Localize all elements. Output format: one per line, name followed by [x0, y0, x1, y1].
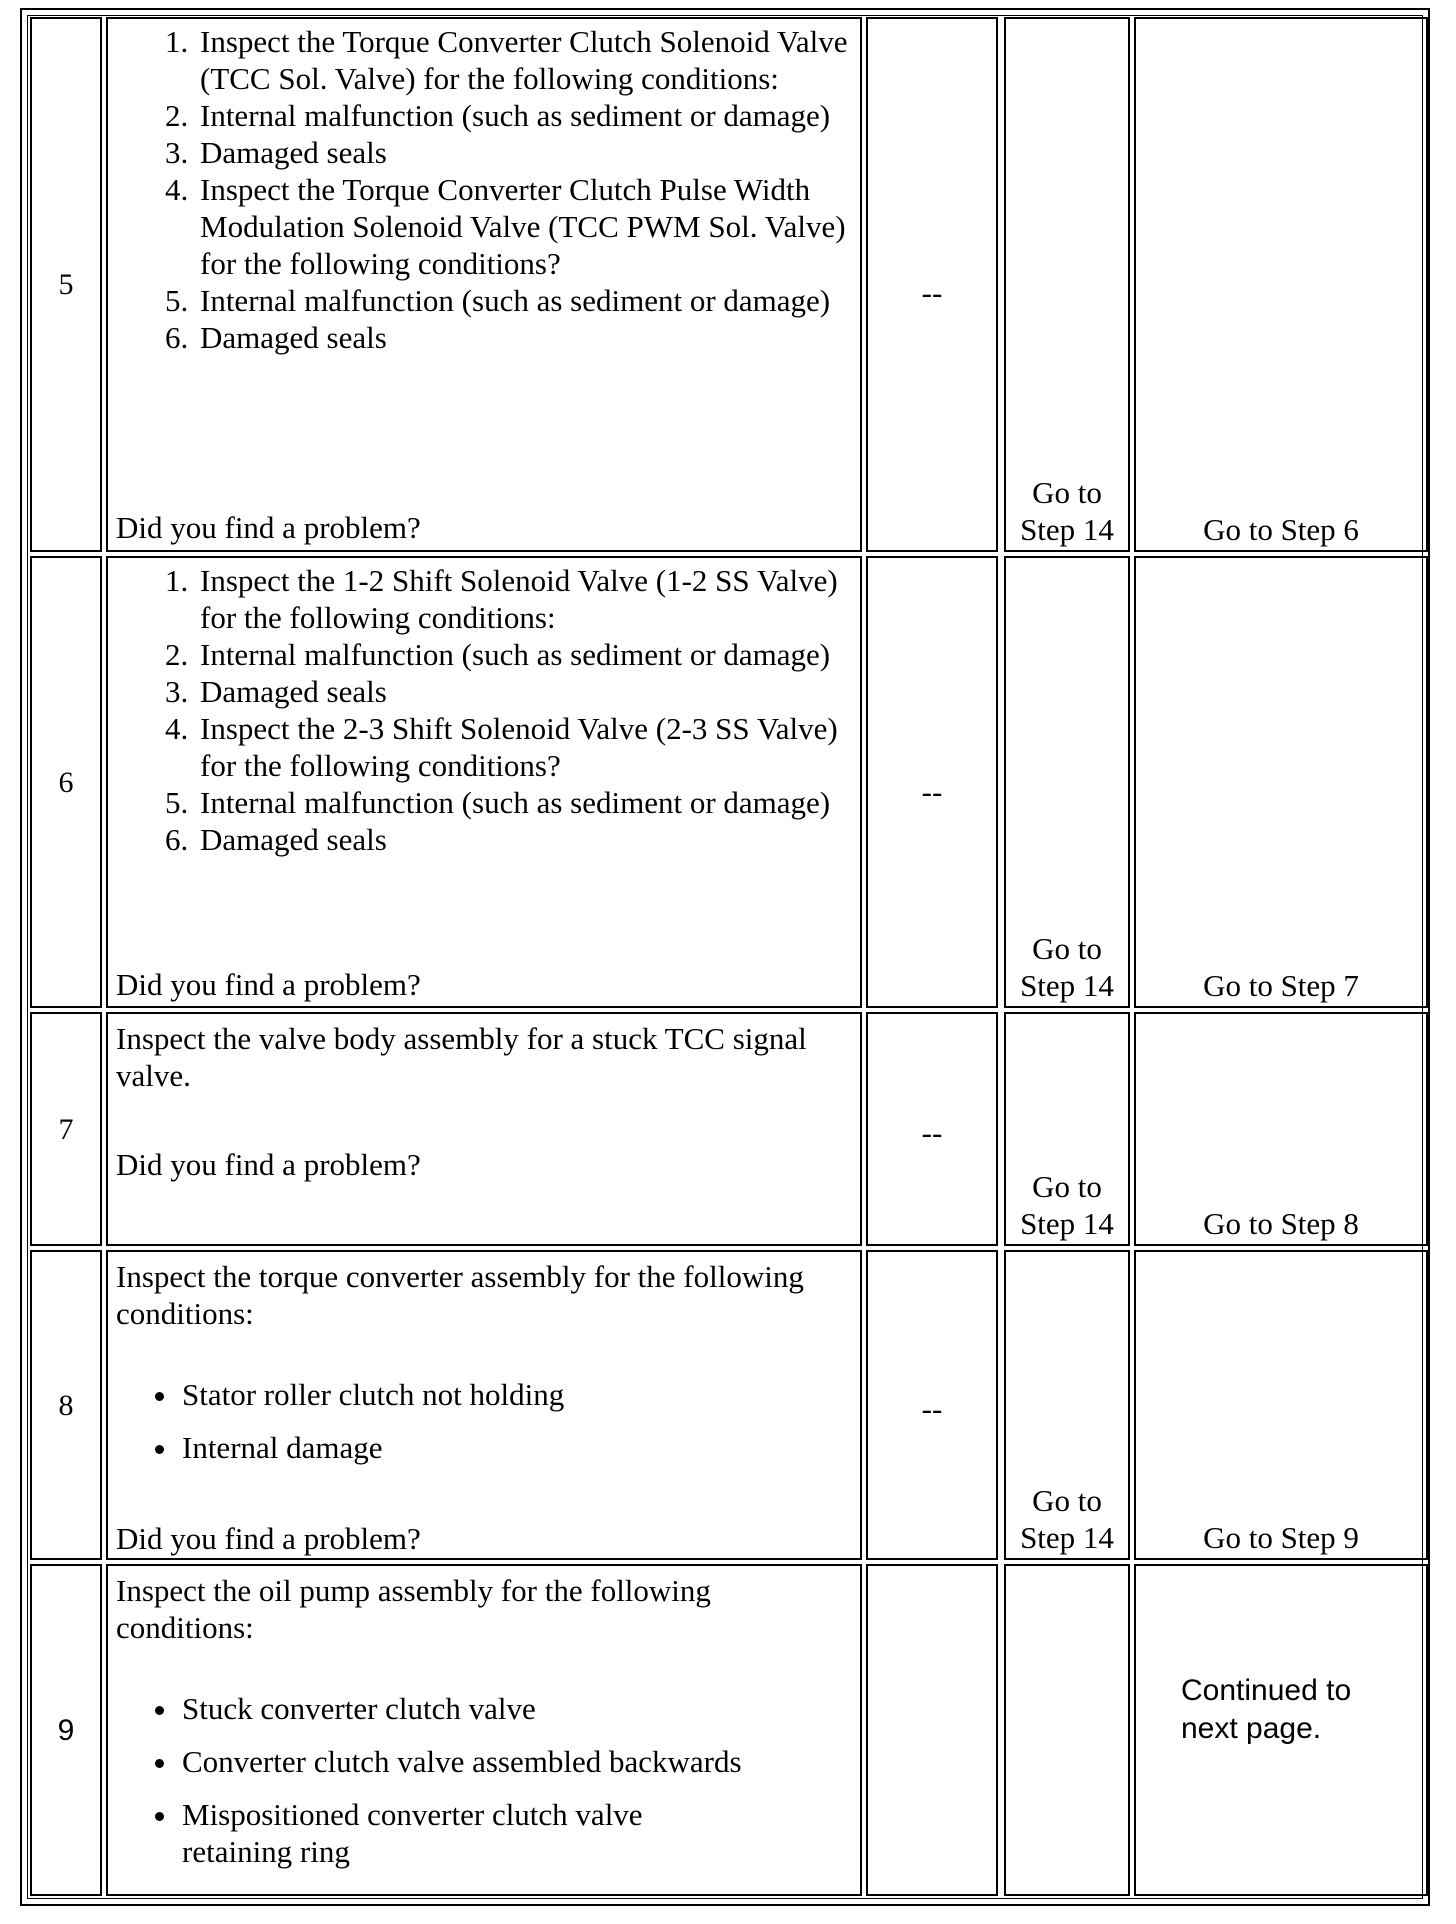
no-cell [1134, 556, 1428, 1008]
no-cell [1134, 1250, 1428, 1560]
bullet-list [116, 1376, 854, 1466]
value-cell [866, 1012, 998, 1246]
list-item: 6. Damaged seals [196, 821, 854, 858]
yes-cell [1004, 17, 1130, 552]
list-item: 5. Internal malfunction (such as sediment or damage) [196, 282, 854, 319]
no-cell [1134, 17, 1428, 552]
no-text: Go to Step 6 [1203, 512, 1359, 547]
list-item: 5. Internal malfunction (such as sediment or damage) [196, 784, 854, 821]
question-text: Did you find a problem? [116, 510, 421, 545]
list-item: 2. Internal malfunction (such as sediment or damage) [196, 97, 854, 134]
step-number [30, 556, 102, 1008]
list-item: • Mispositioned converter clutch valve retaining ring [180, 1796, 704, 1870]
step-number [30, 1564, 102, 1896]
yes-cell [1004, 556, 1130, 1008]
yes-cell [1004, 1250, 1130, 1560]
list-item: 4. Inspect the Torque Converter Clutch Pulse Width Modulation Solenoid Valve (TCC PWM Sol. Valve) for the following conditions? [196, 171, 854, 282]
continued-note: Continued to next page. [1181, 1674, 1352, 1745]
list-item: 2. Internal malfunction (such as sediment or damage) [196, 636, 854, 673]
list-item: 3. Damaged seals [196, 673, 854, 710]
no-text: Go to Step 9 [1203, 1520, 1359, 1555]
yes-text: Go to Step 14 [1020, 1483, 1114, 1555]
list-item: • Converter clutch valve assembled backwards [180, 1743, 854, 1780]
no-text: Go to Step 8 [1203, 1206, 1359, 1241]
value-cell [866, 1250, 998, 1560]
value-text: -- [921, 1115, 943, 1150]
value-text: -- [921, 275, 943, 310]
action-cell [106, 556, 862, 1008]
value-cell [866, 1564, 998, 1896]
bullet-list [116, 1690, 854, 1870]
value-text: -- [921, 1391, 943, 1426]
yes-text: Go to Step 14 [1020, 931, 1114, 1003]
list-item: 3. Damaged seals [196, 134, 854, 171]
action-text: Inspect the torque converter assembly for the following conditions: [116, 1259, 804, 1331]
step-number [30, 17, 102, 552]
question-text: Did you find a problem? [116, 1147, 421, 1182]
list-item: 4. Inspect the 2-3 Shift Solenoid Valve (2-3 SS Valve) for the following conditions? [196, 710, 854, 784]
step-number-text: 9 [57, 1713, 75, 1747]
list-item: • Stator roller clutch not holding [180, 1376, 854, 1413]
no-cell [1134, 1564, 1428, 1896]
question-text: Did you find a problem? [116, 1521, 421, 1556]
no-text: Go to Step 7 [1203, 968, 1359, 1003]
action-list [116, 23, 854, 356]
step-number-text: 5 [58, 268, 74, 301]
yes-text: Go to Step 14 [1020, 475, 1114, 547]
action-list [116, 562, 854, 858]
step-number-text: 8 [58, 1388, 74, 1422]
list-item: • Stuck converter clutch valve [180, 1690, 854, 1727]
action-text: Inspect the valve body assembly for a stuck TCC signal valve. [116, 1021, 807, 1093]
step-number-text: 6 [58, 765, 74, 799]
yes-cell [1004, 1564, 1130, 1896]
value-cell [866, 17, 998, 552]
step-number [30, 1012, 102, 1246]
step-number [30, 1250, 102, 1560]
list-item: • Internal damage [180, 1429, 854, 1466]
list-item: 6. Damaged seals [196, 319, 854, 356]
action-cell [106, 1012, 862, 1246]
yes-text: Go to Step 14 [1020, 1169, 1114, 1241]
step-number-text: 7 [58, 1112, 74, 1146]
question-text: Did you find a problem? [116, 967, 421, 1002]
action-cell [106, 1564, 862, 1896]
list-item: 1. Inspect the 1-2 Shift Solenoid Valve (1-2 SS Valve) for the following conditions: [196, 562, 854, 636]
yes-cell [1004, 1012, 1130, 1246]
no-cell [1134, 1012, 1428, 1246]
action-cell [106, 1250, 862, 1560]
action-cell [106, 17, 862, 552]
list-item: 1. Inspect the Torque Converter Clutch Solenoid Valve (TCC Sol. Valve) for the following conditions: [196, 23, 854, 97]
value-cell [866, 556, 998, 1008]
action-text: Inspect the oil pump assembly for the following conditions: [116, 1573, 711, 1645]
value-text: -- [921, 774, 943, 809]
